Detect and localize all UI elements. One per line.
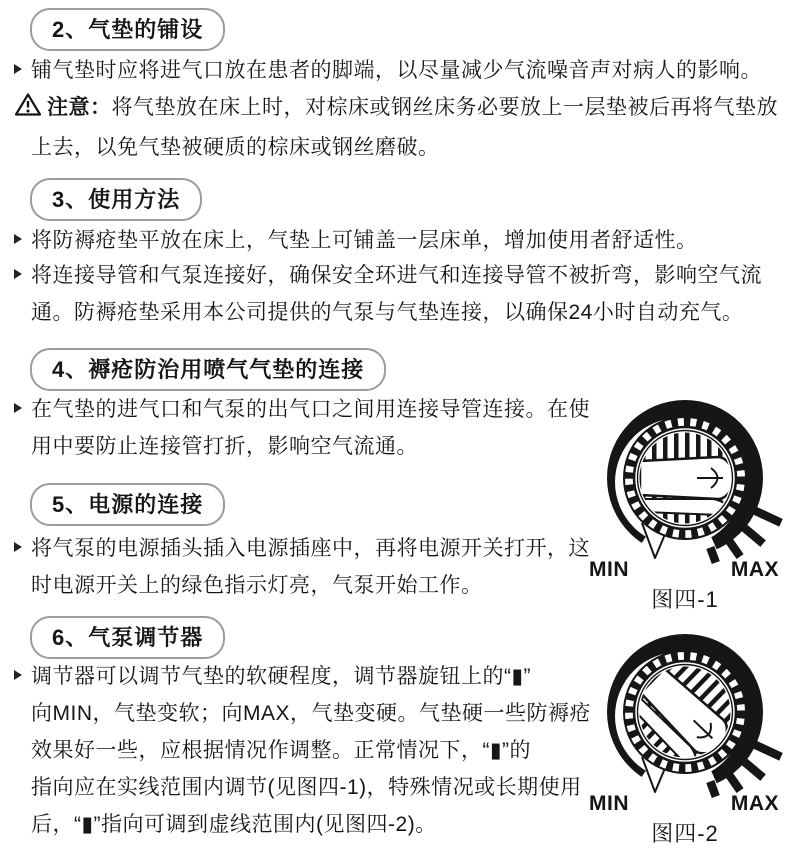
section-3-heading: 3、使用方法 [30,178,202,221]
body-line [14,89,778,129]
body-line: 指向应在实线范围内调节(见图四-1)，特殊情况或长期使用 [31,776,582,799]
min-label: MIN [589,558,629,581]
section-5-heading: 5、电源的连接 [30,483,225,526]
paragraph [31,391,590,465]
knob-dial-illustration [583,396,787,568]
max-label: MAX [730,792,779,815]
warning-label: 注意： [47,96,112,119]
warning-note [14,89,778,166]
body-line: 上去，以免气垫被硬质的棕床或钢丝磨破。 [31,136,440,159]
body-line: 向MIN，气垫变软；向MAX，气垫变硬。气垫硬一些防褥疮 [31,702,591,725]
body-line: 效果好一些，应根据情况作调整。正常情况下，“▮”的 [31,739,532,762]
figure-caption: 图四-2 [651,821,719,846]
paragraph [31,658,591,843]
body-line [31,530,590,567]
max-label: MAX [730,558,779,581]
body-line [31,52,762,89]
knob-dial-illustration [583,630,787,802]
bullet-icon [14,269,22,279]
section-2-heading: 2、气垫的铺设 [30,8,225,51]
bullet-icon [14,542,22,552]
section-6-heading: 6、气泵调节器 [30,616,225,659]
body-line: 通。防褥疮垫采用本公司提供的气泵与气垫连接，以确保24小时自动充气。 [31,301,744,324]
body-line: 用中要防止连接管打折，影响空气流通。 [31,435,418,458]
body-line: 时电源开关上的绿色指示灯亮，气泵开始工作。 [31,574,483,597]
body-text: 将防褥疮垫平放在床上，气垫上可铺盖一层床单，增加使用者舒适性。 [31,229,698,252]
paragraph [31,257,762,331]
body-text: 调节器可以调节气垫的软硬程度，调节器旋钮上的“▮” [31,665,532,688]
paragraph [31,530,590,604]
bullet-icon [14,403,22,413]
body-line [31,658,591,695]
warning-icon [14,92,42,129]
body-text: 铺气垫时应将进气口放在患者的脚端，以尽量减少气流噪音声对病人的影响。 [31,59,762,82]
bullet-icon [14,64,22,74]
body-text: 将气垫放在床上时，对棕床或钢丝床务必要放上一层垫被后再将气垫放 [111,96,778,119]
bullet-icon [14,234,22,244]
body-text: 将气泵的电源插头插入电源插座中，再将电源开关打开，这 [31,537,590,560]
min-label: MIN [589,792,629,815]
bullet-icon [14,670,22,680]
paragraph [31,222,698,259]
body-text: 将连接导管和气泵连接好，确保安全环进气和连接导管不被折弯，影响空气流 [31,264,762,287]
section-4-heading: 4、褥疮防治用喷气气垫的连接 [30,348,386,391]
figure-dial-2 [583,630,787,848]
body-line [31,257,762,294]
body-line: 后，“▮”指向可调到虚线范围内(见图四-2)。 [31,813,437,836]
figure-dial-1 [583,396,787,614]
figure-caption: 图四-1 [651,587,719,612]
body-line [31,222,698,259]
body-text: 在气垫的进气口和气泵的出气口之间用连接导管连接。在使 [31,398,590,421]
body-line [31,391,590,428]
paragraph [31,52,762,89]
